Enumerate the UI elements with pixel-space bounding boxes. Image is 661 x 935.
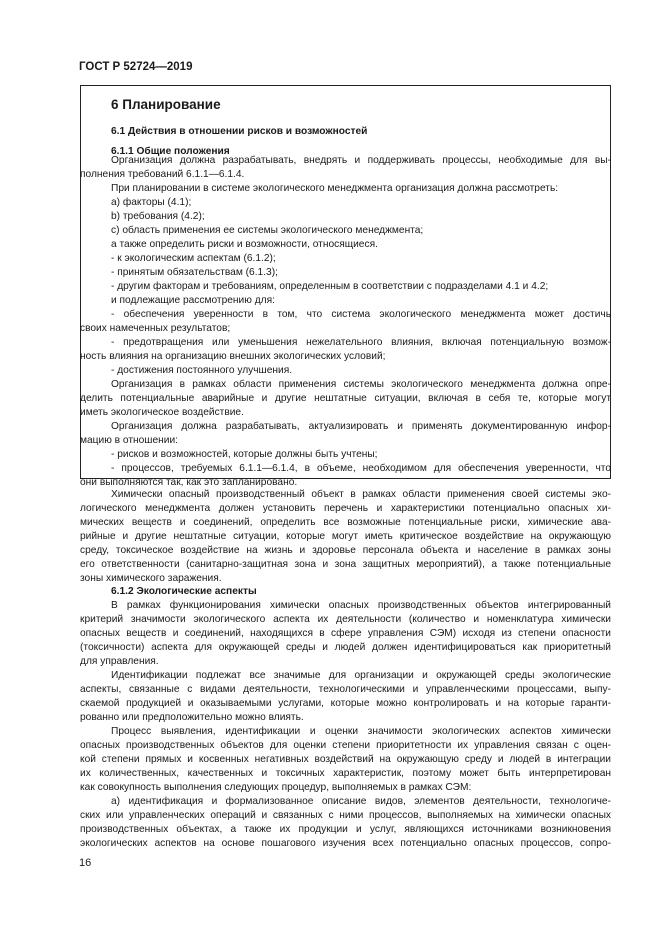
- body-text-line-24: ских или управленческих операций и связанных с ними процессов, выполняемых на химически опасных: [80, 810, 611, 821]
- box-text-line-18: делить потенциальные аварийные и другие нештатные ситуации, включая в себя те, которые могут: [80, 393, 611, 404]
- body-text-line-26: экологических аспектов на основе пошагового изучения всех потенциально опасных процессов, сопро-: [80, 838, 611, 849]
- body-text-line-22: как совокупность выполнения следующих процедур, выполняемых в рамках СЭМ:: [80, 782, 472, 793]
- body-text-line-19: опасных производственных объектов для оценки степени приоритетности их управления связан с оцен-: [80, 740, 611, 751]
- box-text-line-23: - процессов, требуемых 6.1.1—6.1.4, в объеме, необходимом для обеспечения уверенности, что: [111, 463, 611, 474]
- body-text-line-8: 6.1.2 Экологические аспекты: [111, 586, 257, 597]
- body-text-line-2: логического менеджмента должен установить перечень и характеристики потенциально опасных хи-: [80, 503, 611, 514]
- body-text-line-13: для управления.: [80, 656, 159, 667]
- body-text-line-1: Химически опасный производственный объект в рамках области применения своей системы эко-: [111, 489, 611, 500]
- box-text-line-8: - к экологическим аспектам (6.1.2);: [111, 253, 276, 264]
- body-text-line-15: аспекты, связанные с видами деятельности, технологическими и управленческими процессами, выпу-: [80, 684, 611, 695]
- document-header: ГОСТ Р 52724—2019: [79, 61, 193, 73]
- page-number: 16: [79, 857, 92, 869]
- box-text-line-2: полнения требований 6.1.1—6.1.4.: [80, 169, 245, 180]
- clause-6-1-1-heading: 6.1.1 Общие положения: [111, 146, 230, 157]
- clause-6-1-heading: 6.1 Действия в отношении рисков и возможностей: [111, 126, 368, 137]
- box-text-line-6: c) область применения ее системы экологического менеджмента;: [111, 225, 424, 236]
- body-text-line-11: опасных веществ и соединений, находящихся в сфере управления СЭМ) исходя из степени опасности: [80, 628, 611, 639]
- box-text-line-5: b) требования (4.2);: [111, 211, 205, 222]
- body-text-line-16: скаемой продукцией и оказываемыми услугами, которые можно контролировать и на которые гаранти-: [80, 698, 611, 709]
- body-text-line-14: Идентификации подлежат все значимые для организации и окружающей среды экологические: [111, 670, 611, 681]
- body-text-line-21: их количественных, качественных и токсичных характеристик, поэтому может быть интерпретирован: [80, 768, 611, 779]
- body-text-line-12: (токсичности) аспекта для окружающей среды и людей должен идентифицироваться как приоритетный: [80, 642, 611, 653]
- box-text-line-11: и подлежащие рассмотрению для:: [111, 295, 275, 306]
- section-title: 6 Планирование: [111, 97, 221, 112]
- body-text-line-7: зоны химического заражения.: [80, 573, 222, 584]
- box-text-line-22: - рисков и возможностей, которые должны быть учтены;: [111, 449, 378, 460]
- box-text-line-19: иметь экологическое воздействие.: [80, 407, 244, 418]
- body-text-line-10: критерий значимости экологического аспекта их деятельности (количество и номенклатура химически: [80, 614, 611, 625]
- box-text-line-14: - предотвращения или уменьшения нежелательного влияния, включая потенциальную возмож-: [111, 337, 611, 348]
- body-text-line-5: среду, токсическое воздействие на жизнь и здоровье персонала объекта и население в рамках зоны: [80, 545, 611, 556]
- body-text-line-3: мических веществ и соединений, определить все возможные потенциальные риски, химические ава-: [80, 517, 611, 528]
- box-text-line-16: - достижения постоянного улучшения.: [111, 365, 293, 376]
- box-text-line-3: При планировании в системе экологического менеджмента организация должна рассмотреть:: [111, 183, 559, 194]
- box-text-line-13: своих намеченных результатов;: [80, 323, 231, 334]
- box-text-line-21: мацию в отношении:: [80, 435, 178, 446]
- box-text-line-4: a) факторы (4.1);: [111, 197, 192, 208]
- body-text-line-23: а) идентификация и формализованное описание видов, элементов деятельности, технологиче-: [111, 796, 611, 807]
- body-text-line-25: производственных объектах, а также их продукции и услуг, являющихся источниками возникновения: [80, 824, 611, 835]
- body-text-line-9: В рамках функционирования химически опасных производственных объектов интегрированный: [111, 600, 611, 611]
- box-text-line-9: - принятым обязательствам (6.1.3);: [111, 267, 278, 278]
- box-text-line-1: Организация должна разрабатывать, внедрять и поддерживать процессы, необходимые для вы-: [111, 155, 611, 166]
- body-text-line-18: Процесс выявления, идентификации и оценки значимости экологических аспектов химически: [111, 726, 611, 737]
- body-text-line-17: рованно или предположительно можно влиять.: [80, 712, 304, 723]
- box-text-line-15: ность влияния на организацию внешних экологических условий;: [80, 351, 386, 362]
- box-text-line-12: - обеспечения уверенности в том, что система экологического менеджмента может достичь: [111, 309, 611, 320]
- box-text-line-10: - другим факторам и требованиям, определенным в соответствии с подразделами 4.1 и 4.2;: [111, 281, 549, 292]
- box-text-line-17: Организация в рамках области применения системы экологического менеджмента должна опре-: [111, 379, 611, 390]
- body-text-line-4: рийные и другие нештатные ситуации, которые могут иметь критическое воздействие на окружающую: [80, 531, 611, 542]
- box-text-line-7: а также определить риски и возможности, относящиеся.: [111, 239, 378, 250]
- body-text-line-6: его ответственности (санитарно-защитная зона и зона защитных мероприятий), а также потенциальные: [80, 559, 611, 570]
- body-text-line-20: кой степени прямых и косвенных негативных воздействий на окружающую среду и людей в интеграции: [80, 754, 611, 765]
- box-text-line-20: Организация должна разрабатывать, актуализировать и применять документированную инфор-: [111, 421, 611, 432]
- box-text-line-24: они выполняются так, как это запланировано.: [80, 477, 298, 488]
